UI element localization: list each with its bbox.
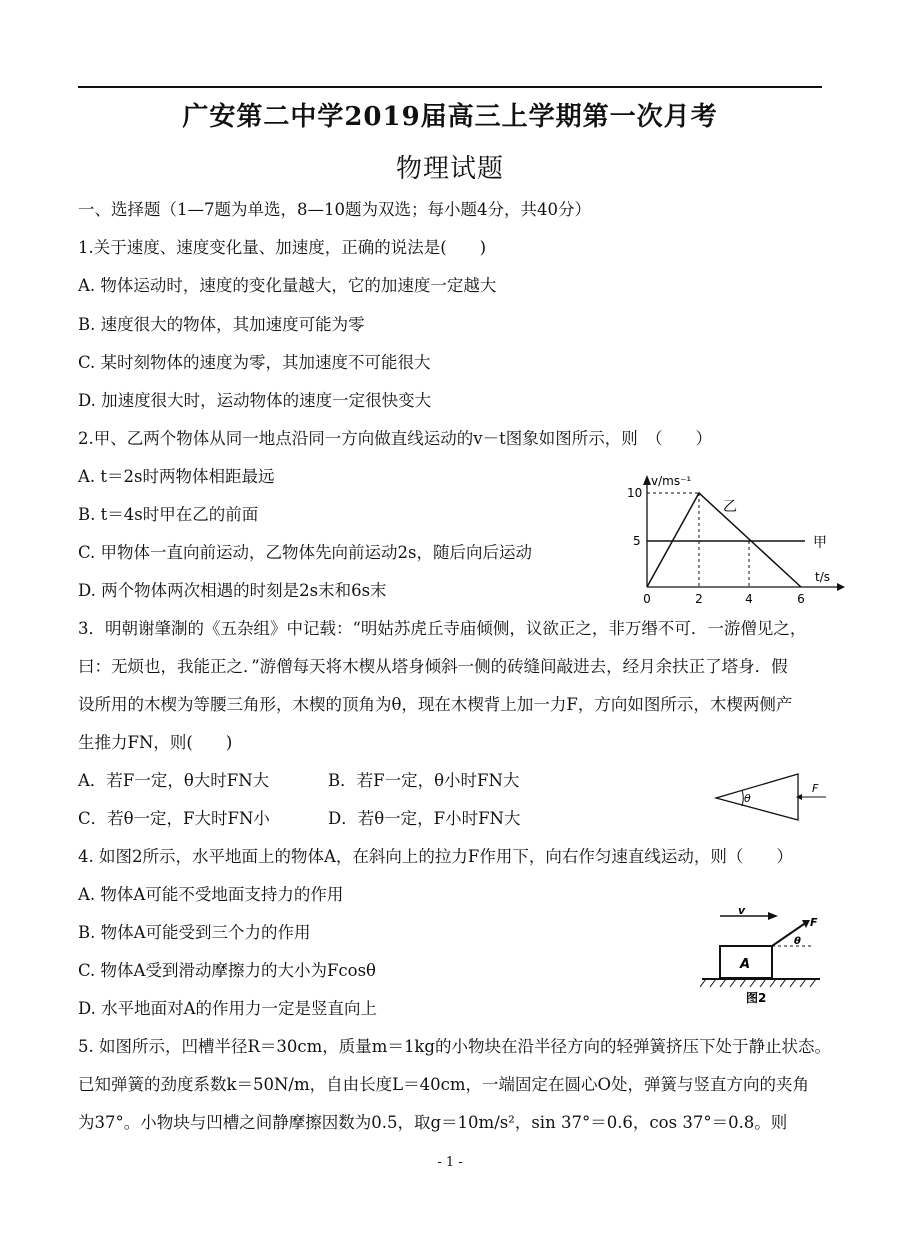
figure-caption: 图2 xyxy=(746,991,767,1005)
q1-option-b: B. 速度很大的物体，其加速度可能为零 xyxy=(78,315,365,334)
q5-line-1: 5. 如图所示，凹槽半径R＝30cm，质量m＝1kg的小物块在沿半径方向的轻弹簧挤压下处于静止状态。 xyxy=(78,1037,831,1056)
header-rule xyxy=(78,86,822,88)
q4-option-d: D. 水平地面对A的作用力一定是竖直向上 xyxy=(78,999,378,1018)
q3-option-c: C．若θ一定，F大时FN小 xyxy=(78,809,270,828)
vt-graph-figure xyxy=(615,465,845,615)
q3-line-3: 设所用的木楔为等腰三角形，木楔的顶角为θ，现在木楔背上加一力F，方向如图所示，木楔两侧产 xyxy=(78,695,793,714)
q5-line-3: 为37°。小物块与凹槽之间静摩擦因数为0.5，取g＝10m/s²，sin 37°＝0.6，cos 37°＝0.8。则 xyxy=(78,1113,788,1132)
q2-stem: 2.甲、乙两个物体从同一地点沿同一方向做直线运动的v－t图象如图所示，则 （ ） xyxy=(78,429,712,448)
q3-option-a: A．若F一定，θ大时FN大 xyxy=(78,771,270,790)
velocity-label: v xyxy=(738,904,746,917)
q2-option-a: A. t＝2s时两物体相距最远 xyxy=(78,467,275,486)
section-heading: 一、选择题（1—7题为单选，8—10题为双选；每小题4分，共40分） xyxy=(78,200,591,219)
q1-option-c: C. 某时刻物体的速度为零，其加速度不可能很大 xyxy=(78,353,431,372)
q4-option-b: B. 物体A可能受到三个力的作用 xyxy=(78,923,311,942)
q3-option-d: D．若θ一定，F小时FN大 xyxy=(328,809,521,828)
x-tick-4: 4 xyxy=(745,592,753,606)
q2-option-c: C. 甲物体一直向前运动，乙物体先向前运动2s，随后向后运动 xyxy=(78,543,532,562)
page-number: - 1 - xyxy=(437,1155,463,1170)
q3-line-4: 生推力FN，则( ) xyxy=(78,733,233,752)
q1-stem: 1.关于速度、速度变化量、加速度，正确的说法是( ) xyxy=(78,238,487,257)
force-arrowhead xyxy=(796,794,802,800)
q3-line-1: 3．明朝谢肇淛的《五杂组》中记载：“明姑苏虎丘寺庙倾侧，议欲正之，非万缗不可．一游僧见之， xyxy=(78,619,807,638)
y-tick-5: 5 xyxy=(633,534,641,548)
q1-option-d: D. 加速度很大时，运动物体的速度一定很快变大 xyxy=(78,391,432,410)
pull-force-label: F xyxy=(810,916,818,929)
velocity-arrowhead xyxy=(768,912,778,920)
y-tick-10: 10 xyxy=(627,486,643,500)
q2-option-b: B. t＝4s时甲在乙的前面 xyxy=(78,505,259,524)
block-figure xyxy=(698,902,828,1008)
angle-label: θ xyxy=(794,936,801,947)
x-axis-label: t/s xyxy=(815,570,830,584)
q3-line-2: 曰：无烦也，我能正之．”游僧每天将木楔从塔身倾斜一侧的砖缝间敲进去，经月余扶正了塔身．假 xyxy=(78,657,788,676)
wedge-theta-label: θ xyxy=(744,792,751,805)
q4-option-c: C. 物体A受到滑动摩擦力的大小为Fcosθ xyxy=(78,961,376,980)
q3-option-b: B．若F一定，θ小时FN大 xyxy=(328,771,520,790)
x-tick-0: 0 xyxy=(643,592,651,606)
q4-option-a: A. 物体A可能不受地面支持力的作用 xyxy=(78,885,344,904)
y-axis-label: v/ms⁻¹ xyxy=(651,474,692,488)
x-axis-arrow xyxy=(837,583,845,591)
exam-subtitle: 物理试题 xyxy=(395,154,504,184)
block-label: A xyxy=(740,957,751,972)
label-jia: 甲 xyxy=(813,535,827,551)
y-axis-arrow xyxy=(643,475,651,485)
wedge-shape xyxy=(716,774,798,820)
q2-option-d: D. 两个物体两次相遇的时刻是2s末和6s末 xyxy=(78,581,387,600)
wedge-figure xyxy=(710,770,830,822)
wedge-f-label: F xyxy=(812,782,819,795)
label-yi: 乙 xyxy=(723,499,737,515)
q1-option-a: A. 物体运动时，速度的变化量越大，它的加速度一定越大 xyxy=(78,276,497,295)
exam-title: 广安第二中学2019届高三上学期第一次月考 xyxy=(182,102,718,132)
x-tick-6: 6 xyxy=(797,592,805,606)
ground-hatching xyxy=(700,979,816,987)
q5-line-2: 已知弹簧的劲度系数k＝50N/m，自由长度L＝40cm，一端固定在圆心O处，弹簧与竖直方向的夹角 xyxy=(78,1075,810,1094)
x-tick-2: 2 xyxy=(695,592,703,606)
q4-stem: 4. 如图2所示，水平地面上的物体A，在斜向上的拉力F作用下，向右作匀速直线运动，则（ ） xyxy=(78,847,793,866)
